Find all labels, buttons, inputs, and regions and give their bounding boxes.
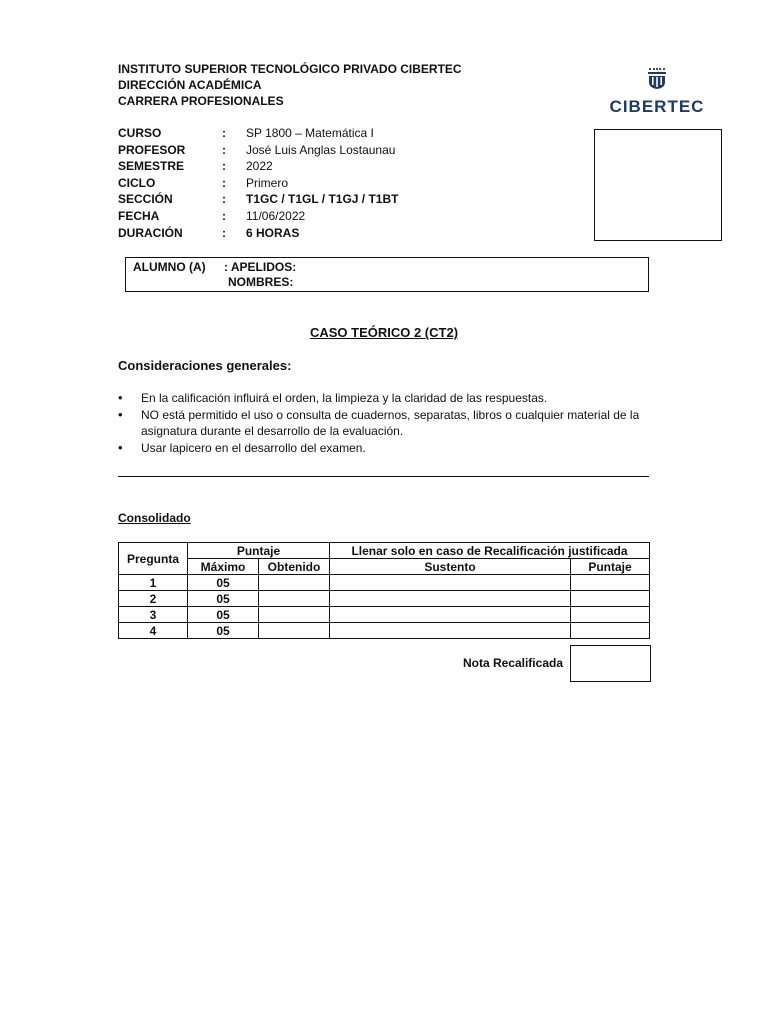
crown-shield-icon: [645, 66, 669, 90]
info-sep: :: [222, 126, 226, 140]
cell-pregunta: 1: [119, 575, 188, 591]
header-obtenido: Obtenido: [259, 559, 330, 575]
cell-sustento[interactable]: [330, 623, 571, 639]
cell-obtenido[interactable]: [259, 575, 330, 591]
info-row-curso: [118, 125, 398, 142]
nota-recalificada-box[interactable]: [570, 645, 651, 682]
info-value: 11/06/2022: [246, 208, 306, 223]
header-sustento: Sustento: [330, 559, 571, 575]
info-row-semestre: [118, 158, 398, 175]
cibertec-logo: [606, 66, 708, 117]
info-key: CURSO: [118, 126, 162, 140]
cell-sustento[interactable]: [330, 575, 571, 591]
header-recalificacion: Llenar solo en caso de Recalificación justificada: [330, 543, 650, 559]
cell-maximo: 05: [188, 623, 259, 639]
cell-maximo: 05: [188, 607, 259, 623]
cell-maximo: 05: [188, 575, 259, 591]
course-info: [118, 125, 398, 241]
info-value: SP 1800 – Matemática I: [246, 126, 374, 140]
header-pregunta: Pregunta: [119, 543, 188, 575]
considerations-heading: Consideraciones generales:: [118, 358, 292, 373]
info-row-duracion: [118, 225, 398, 242]
info-sep: :: [222, 159, 226, 174]
cell-puntaje[interactable]: [571, 623, 650, 639]
table-row: [119, 575, 650, 591]
apellidos-field[interactable]: : APELIDOS:: [224, 260, 297, 274]
student-row-apellidos: [133, 260, 296, 275]
header-direction: DIRECCIÓN ACADÉMICA: [118, 78, 262, 92]
list-item: • Usar lapicero en el desarrollo del examen.: [118, 440, 649, 457]
info-key: SECCIÓN: [118, 192, 173, 207]
info-row-fecha: [118, 208, 398, 225]
cell-sustento[interactable]: [330, 607, 571, 623]
student-label: ALUMNO (A): [133, 260, 206, 274]
info-sep: :: [222, 175, 226, 190]
header-maximo: Máximo: [188, 559, 259, 575]
cell-obtenido[interactable]: [259, 607, 330, 623]
institution-header: [118, 61, 462, 109]
info-key: SEMESTRE: [118, 159, 185, 174]
cell-sustento[interactable]: [330, 591, 571, 607]
info-sep: :: [222, 192, 226, 207]
info-row-ciclo: [118, 175, 398, 192]
list-item: • NO está permitido el uso o consulta de cuadernos, separatas, libros o cualquier material de la asignatura durante el desarrollo de la evaluación.: [118, 407, 649, 440]
title-text: CASO TEÓRICO 2 (CT2): [309, 325, 459, 340]
cell-puntaje[interactable]: [571, 591, 650, 607]
student-box: [125, 257, 649, 292]
considerations-list: [118, 390, 649, 456]
info-sep: :: [222, 208, 226, 223]
header-puntaje: Puntaje: [188, 543, 330, 559]
info-value: 2022: [246, 159, 273, 174]
info-value: Primero: [246, 175, 289, 190]
info-value: T1GC / T1GL / T1GJ / T1BT: [246, 192, 399, 207]
nota-recalificada-label: Nota Recalificada: [462, 656, 563, 670]
table-subheader-row: [119, 559, 650, 575]
logo-wordmark: CIBERTEC: [609, 97, 705, 116]
info-row-seccion: [118, 191, 398, 208]
table-row: [119, 623, 650, 639]
info-key: FECHA: [118, 208, 160, 223]
cell-obtenido[interactable]: [259, 623, 330, 639]
info-value: 6 HORAS: [246, 225, 300, 240]
info-sep: :: [222, 142, 226, 157]
cell-pregunta: 3: [119, 607, 188, 623]
cell-maximo: 05: [188, 591, 259, 607]
nombres-field[interactable]: NOMBRES:: [228, 275, 294, 289]
consolidado-heading: Consolidado: [118, 511, 191, 525]
cell-puntaje[interactable]: [571, 575, 650, 591]
header-puntaje-recal: Puntaje: [571, 559, 650, 575]
list-item: • En la calificación influirá el orden, la limpieza y la claridad de las respuestas.: [118, 390, 649, 407]
page-title: [0, 325, 768, 340]
header-career: CARRERA PROFESIONALES: [118, 94, 284, 108]
info-sep: :: [222, 225, 226, 240]
info-value: José Luis Anglas Lostaunau: [246, 142, 396, 157]
table-header-row: [119, 543, 650, 559]
info-key: PROFESOR: [118, 142, 186, 157]
cell-puntaje[interactable]: [571, 607, 650, 623]
cell-pregunta: 2: [119, 591, 188, 607]
cell-pregunta: 4: [119, 623, 188, 639]
divider: [118, 476, 649, 477]
info-key: CICLO: [118, 175, 156, 190]
info-key: DURACIÓN: [118, 225, 183, 240]
table-row: [119, 591, 650, 607]
table-row: [119, 607, 650, 623]
consolidado-table: [118, 542, 650, 639]
info-row-profesor: [118, 142, 398, 159]
photo-box: [594, 129, 722, 241]
cell-obtenido[interactable]: [259, 591, 330, 607]
header-institution: INSTITUTO SUPERIOR TECNOLÓGICO PRIVADO CIBERTEC: [118, 62, 462, 76]
